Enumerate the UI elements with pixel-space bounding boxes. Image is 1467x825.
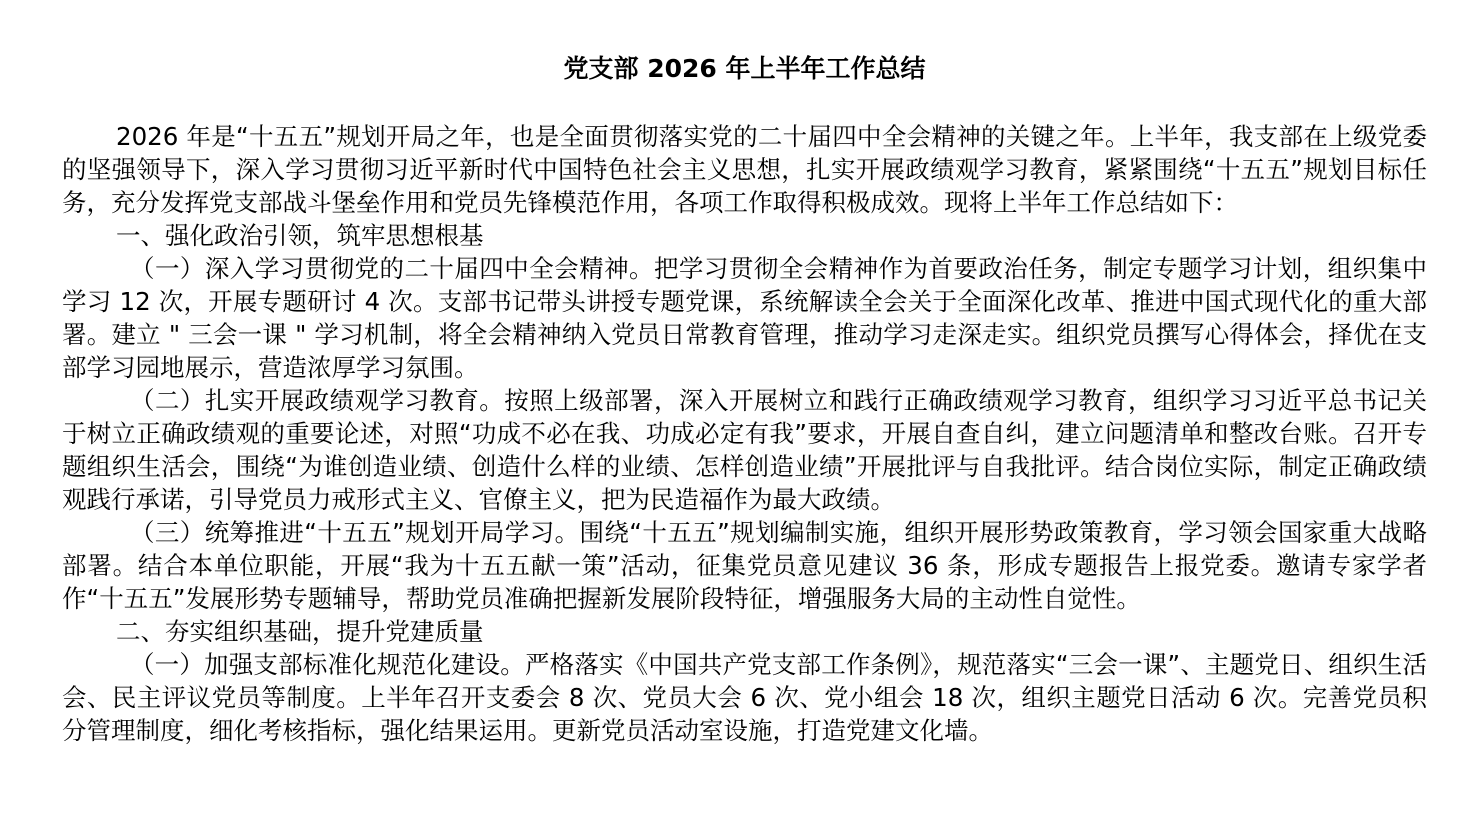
section-1-item-3: （三）统筹推进“十五五”规划开局学习。围绕“十五五”规划编制实施，组织开展形势政策教育，学习领会国家重大战略部署。结合本单位职能，开展“我为十五五献一策”活动，征集党员意见建议 36 条，形成专题报告上报党委。邀请专家学者作“十五五”发展形势专题辅导，帮助党员准确把握新发展阶段特征，增强服务大局的主动性自觉性。	[62, 518, 1427, 613]
document-page	[62, 51, 1427, 747]
intro-paragraph: 2026 年是“十五五”规划开局之年，也是全面贯彻落实党的二十届四中全会精神的关键之年。上半年，我支部在上级党委的坚强领导下，深入学习贯彻习近平新时代中国特色社会主义思想，扎实开展政绩观学习教育，紧紧围绕“十五五”规划目标任务，充分发挥党支部战斗堡垒作用和党员先锋模范作用，各项工作取得积极成效。现将上半年工作总结如下：	[62, 122, 1427, 217]
section-2-item-1: （一）加强支部标准化规范化建设。严格落实《中国共产党支部工作条例》，规范落实“三会一课”、主题党日、组织生活会、民主评议党员等制度。上半年召开支委会 8 次、党员大会 6 次、党小组会 18 次，组织主题党日活动 6 次。完善党员积分管理制度，细化考核指标，强化结果运用。更新党员活动室设施，打造党建文化墙。	[62, 650, 1427, 745]
section-1-item-1: （一）深入学习贯彻党的二十届四中全会精神。把学习贯彻全会精神作为首要政治任务，制定专题学习计划，组织集中学习 12 次，开展专题研讨 4 次。支部书记带头讲授专题党课，系统解读全会关于全面深化改革、推进中国式现代化的重大部署。建立 " 三会一课 " 学习机制，将全会精神纳入党员日常教育管理，推动学习走深走实。组织党员撰写心得体会，择优在支部学习园地展示，营造浓厚学习氛围。	[62, 254, 1427, 382]
section-heading-1: 一、强化政治引领，筑牢思想根基	[116, 221, 484, 250]
section-heading-2: 二、夯实组织基础，提升党建质量	[116, 617, 484, 646]
document-title: 党支部 2026 年上半年工作总结	[563, 54, 926, 83]
section-1-item-2: （二）扎实开展政绩观学习教育。按照上级部署，深入开展树立和践行正确政绩观学习教育，组织学习习近平总书记关于树立正确政绩观的重要论述，对照“功成不必在我、功成必定有我”要求，开展自查自纠，建立问题清单和整改台账。召开专题组织生活会，围绕“为谁创造业绩、创造什么样的业绩、怎样创造业绩”开展批评与自我批评。结合岗位实际，制定正确政绩观践行承诺，引导党员力戒形式主义、官僚主义，把为民造福作为最大政绩。	[62, 386, 1427, 514]
